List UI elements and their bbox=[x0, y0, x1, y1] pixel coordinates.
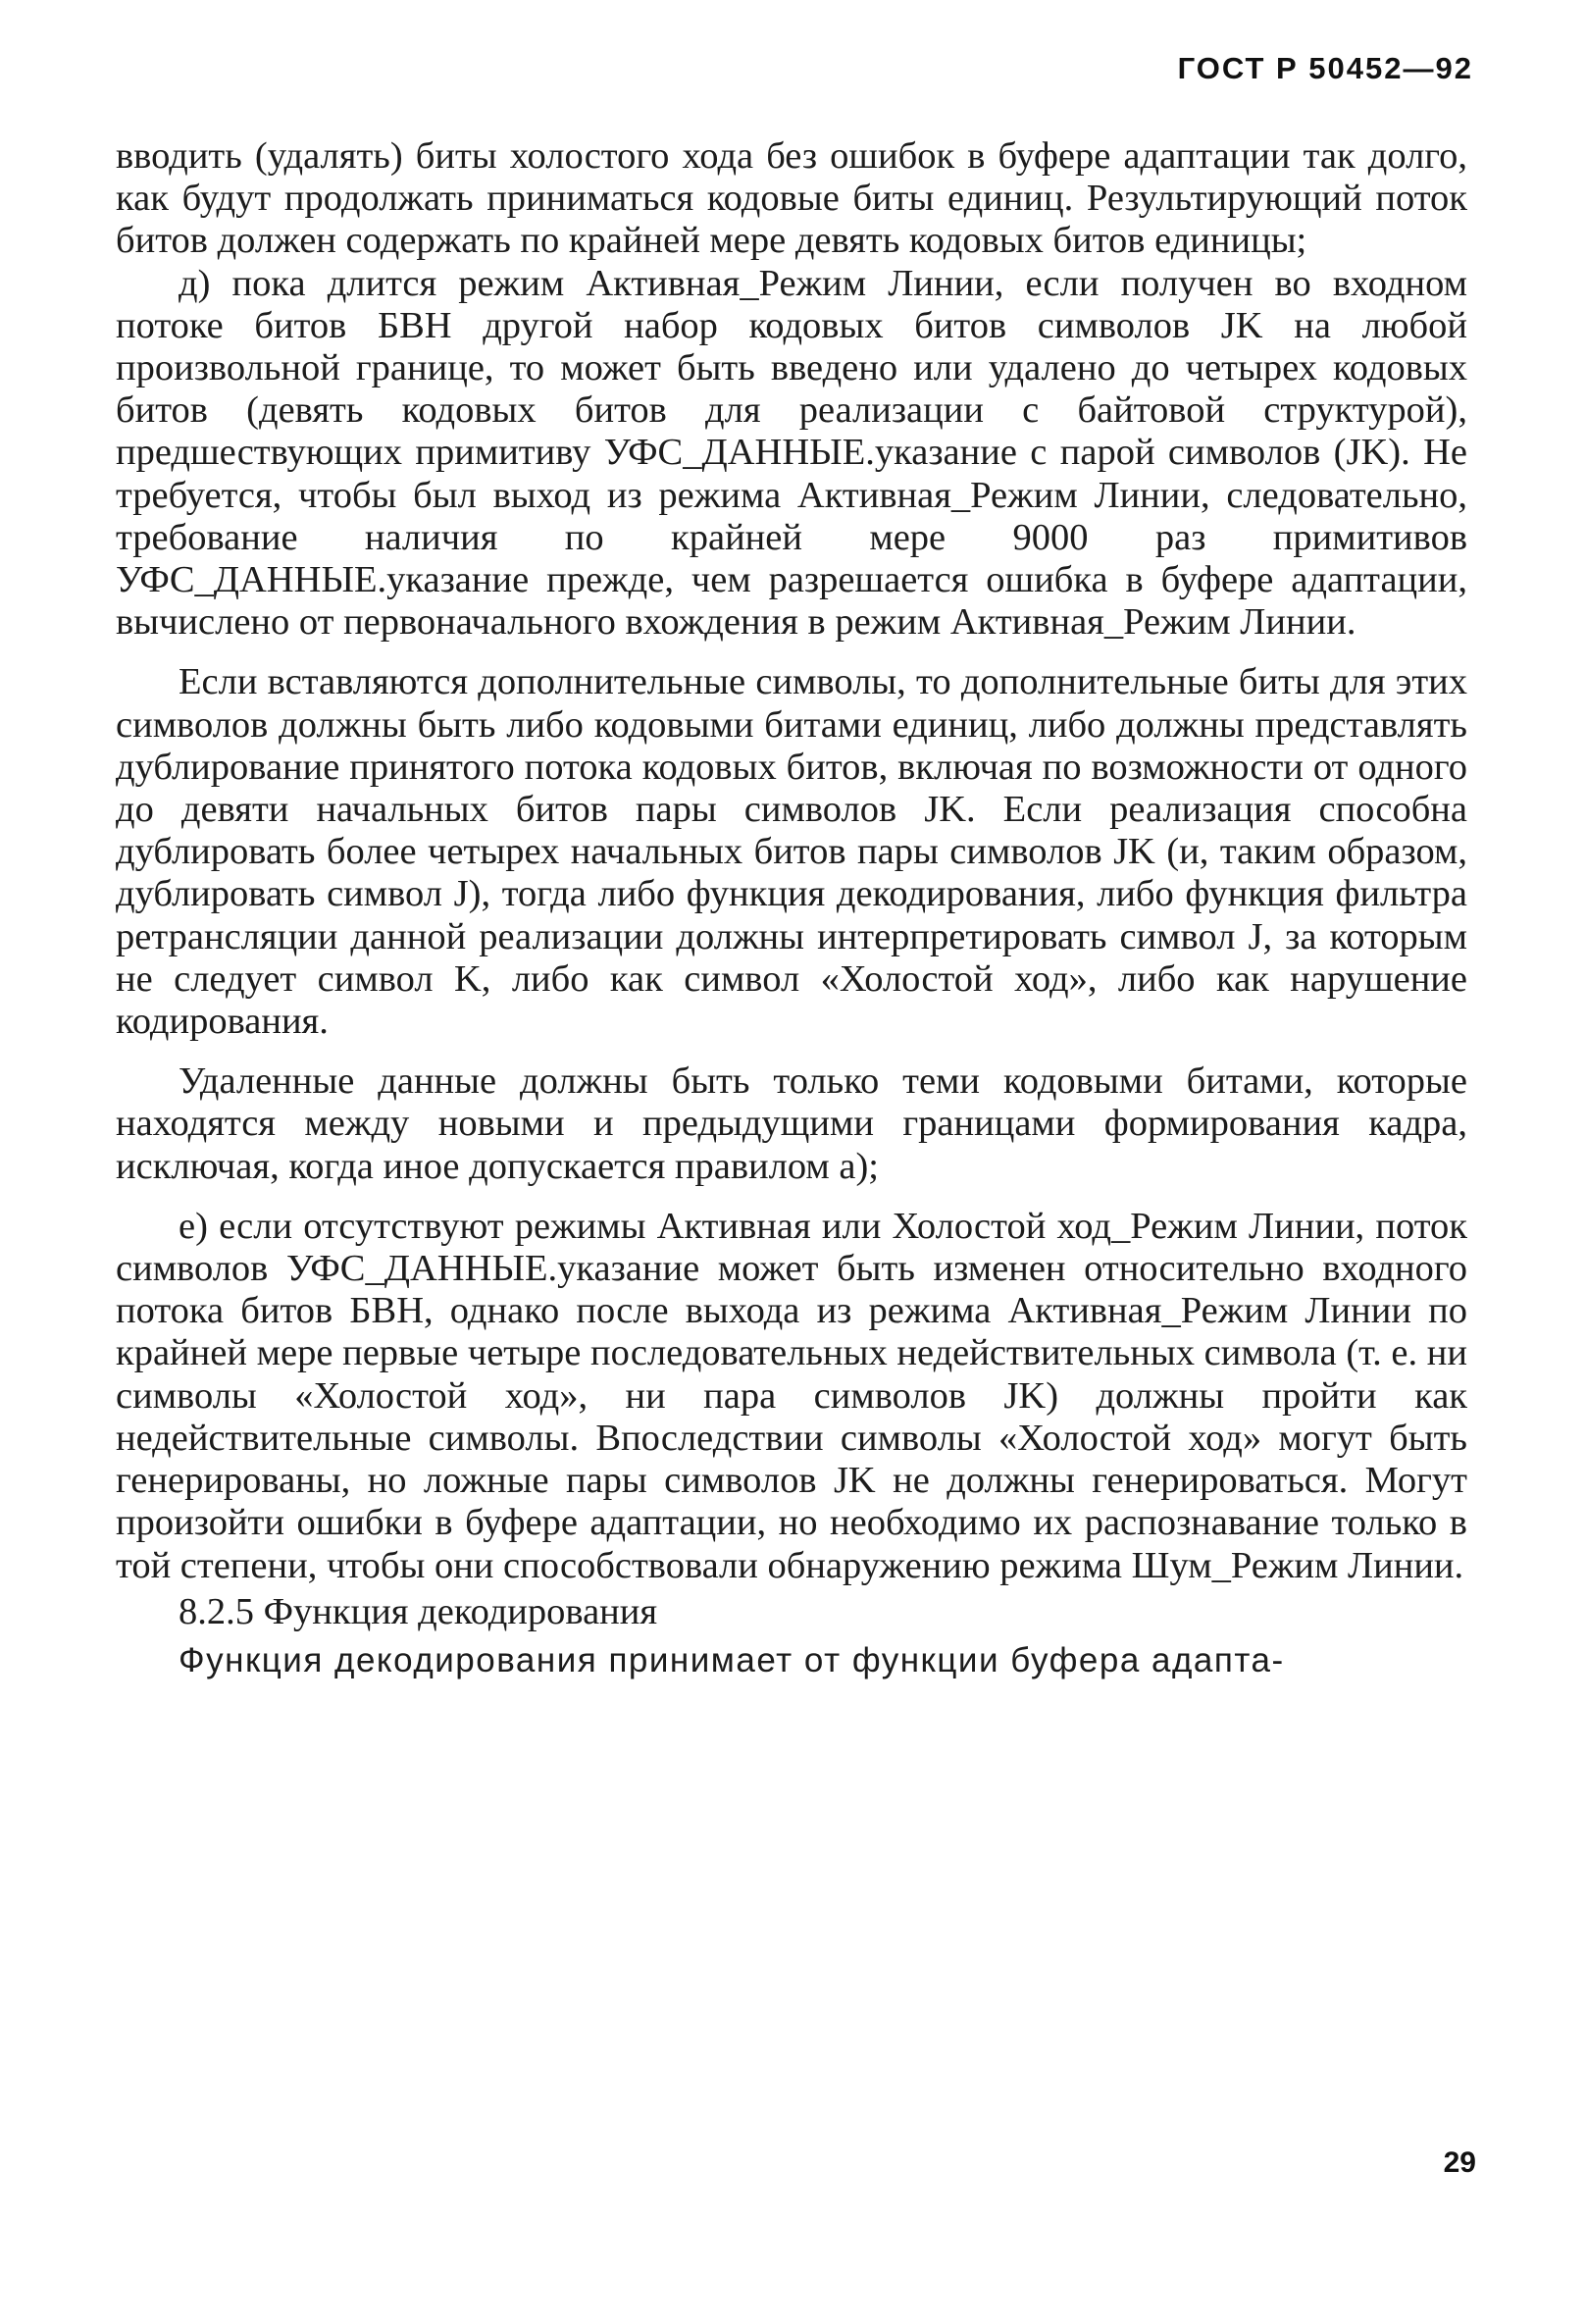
page-number: 29 bbox=[1443, 2146, 1476, 2179]
paragraph-continuation: вводить (удалять) биты холостого хода без ошибок в буфере адаптации так долго, как будут продолжать приниматься кодовые биты единиц. Результирующий поток битов должен содержать по крайней мере девять кодовых битов единицы; bbox=[116, 135, 1467, 262]
paragraph-inserted-symbols: Если вставляются дополнительные символы, то дополнительные биты для этих символов должны быть либо кодовыми битами единиц, либо должны представлять дублирование принятого потока кодовых битов, включая по возможности от одного до девяти начальных битов пары символов JK. Если реализация способна дублировать более четырех начальных битов пары символов JK (и, таким образом, дублировать символ J), тогда либо функция декодирования, либо функция фильтра ретрансляции данной реализации должны интерпретировать символ J, за которым не следует символ K, либо как символ «Холостой ход», либо как нарушение кодирования. bbox=[116, 661, 1467, 1043]
document-body bbox=[116, 135, 1467, 1681]
section-lead-line: Функция декодирования принимает от функции буфера адапта- bbox=[179, 1640, 1285, 1679]
paragraph-item-d: д) пока длится режим Активная_Режим Линии, если получен во входном потоке битов БВН другой набор кодовых битов символов JK на любой произвольной границе, то может быть введено или удалено до четырех кодовых битов (девять кодовых битов для реализации с байтовой структурой), предшествующих примитиву УФС_ДАННЫЕ.указание с парой символов (JK). Не требуется, чтобы был выход из режима Активная_Режим Линии, следовательно, требование наличия по крайней мере 9000 раз примитивов УФС_ДАННЫЕ.указание прежде, чем разрешается ошибка в буфере адаптации, вычислено от первоначального вхождения в режим Активная_Режим Линии. bbox=[116, 262, 1467, 644]
paragraph-item-e: е) если отсутствуют режимы Активная или Холостой ход_Режим Линии, поток символов УФС_ДАННЫЕ.указание может быть изменен относительно входного потока битов БВН, однако после выхода из режима Активная_Режим Линии по крайней мере первые четыре последовательных недействительных символа (т. е. ни символы «Холостой ход», ни пара символов JK) должны пройти как недействительные символы. Впоследствии символы «Холостой ход» могут быть генерированы, но ложные пары символов JK не должны генерироваться. Могут произойти ошибки в буфере адаптации, но необходимо их распознавание только в той степени, чтобы они способствовали обнаружению режима Шум_Режим Линии. bbox=[116, 1205, 1467, 1586]
document-standard-header: ГОСТ Р 50452—92 bbox=[1177, 51, 1473, 85]
section-heading: 8.2.5 Функция декодирования bbox=[179, 1590, 658, 1632]
paragraph-deleted-data: Удаленные данные должны быть только теми кодовыми битами, которые находятся между новыми и предыдущими границами формирования кадра, исключая, когда иное допускается правилом а); bbox=[116, 1060, 1467, 1187]
